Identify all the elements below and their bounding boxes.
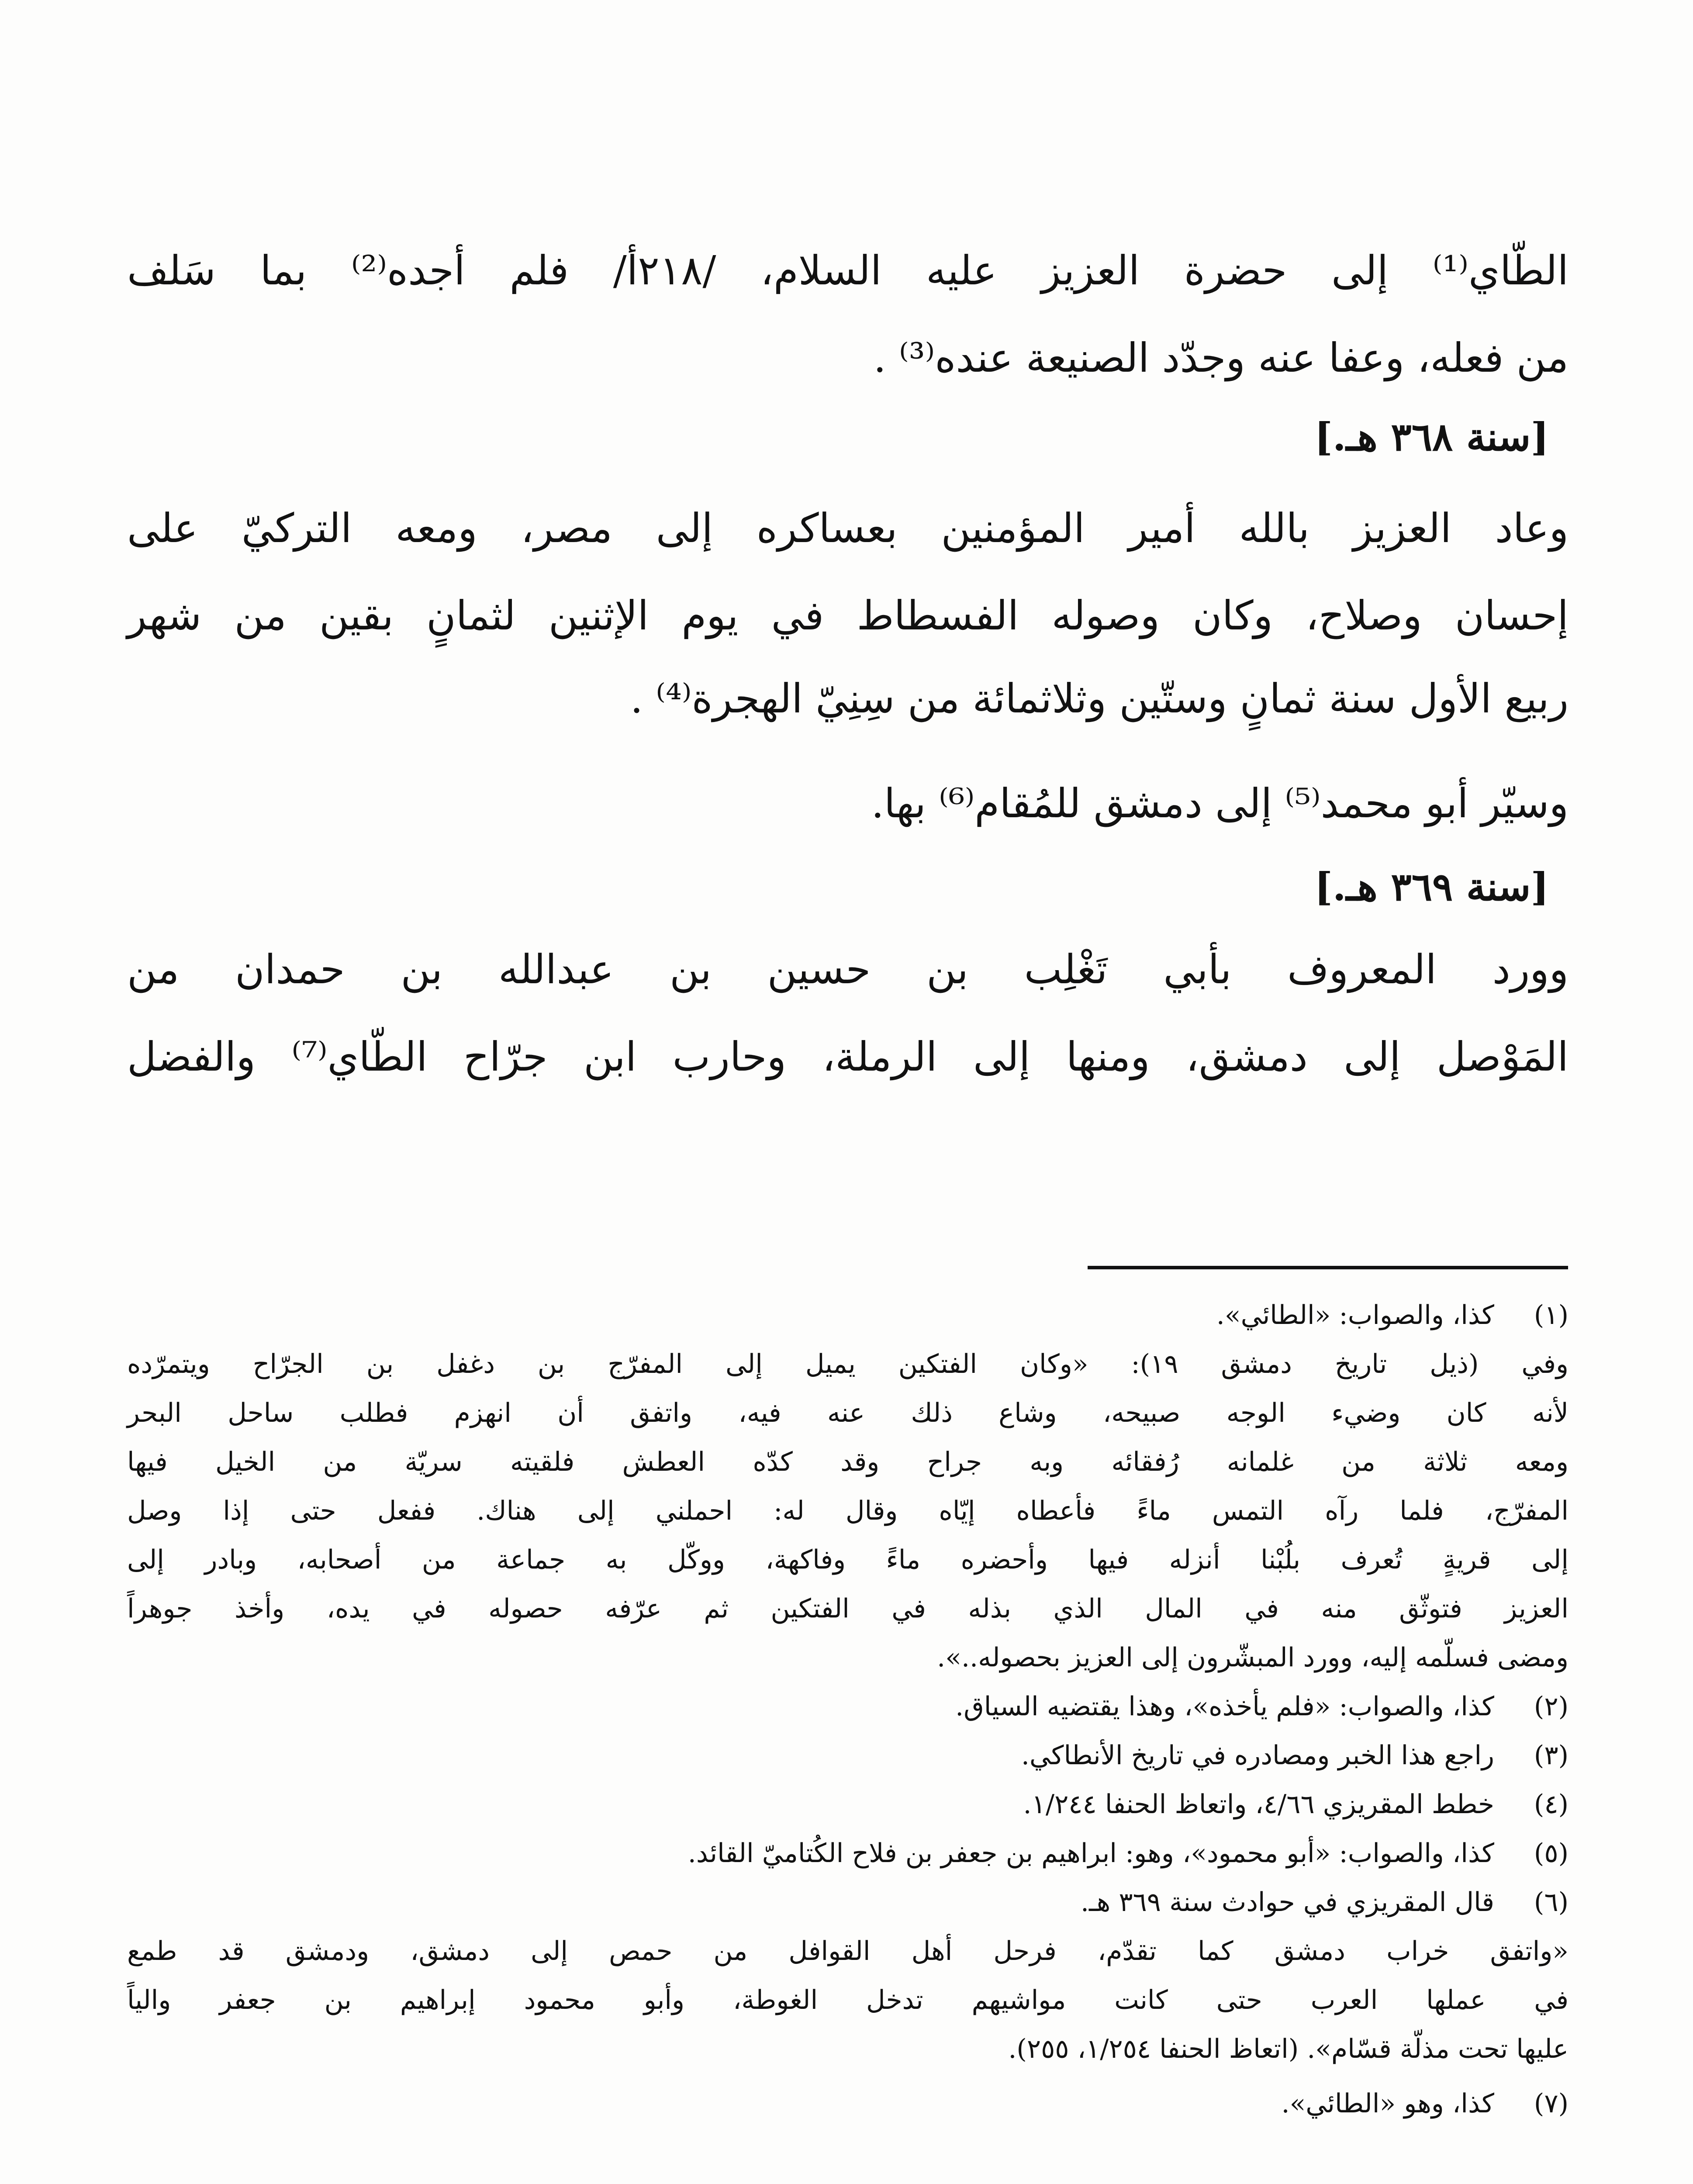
footnote-number: (٦)	[1534, 1887, 1569, 1918]
footnote-text: في عملها العرب حتى كانت مواشيهم تدخل الغوطة، وأبو محمود إبراهيم بن جعفر والياً	[127, 1985, 1569, 2015]
footnote-separator	[1088, 1266, 1568, 1269]
footnote-text: لأنه كان وضيء الوجه صبيحه، وشاع ذلك عنه فيه، واتفق أن انهزم فطلب ساحل البحر	[127, 1398, 1569, 1428]
footnote-text: كذا، والصواب: «أبو محمود»، وهو: ابراهيم بن جعفر بن فلاح الكُتاميّ القائد.	[688, 1838, 1494, 1869]
footnote-text: «واتفق خراب دمشق كما تقدّم، فرحل أهل القوافل من حمص إلى دمشق، ودمشق قد طمع	[127, 1936, 1569, 1966]
footnote-number: (١)	[1534, 1300, 1569, 1330]
main-text-line: وسيّر أبو محمد⁽⁵⁾ إلى دمشق للمُقام⁽⁶⁾ بها.	[871, 780, 1569, 827]
footnote-text: خطط المقريزي ٤/٦٦، واتعاظ الحنفا ١/٢٤٤.	[1023, 1789, 1494, 1820]
footnote-text: كذا، وهو «الطائي».	[1281, 2088, 1494, 2119]
footnote-text: قال المقريزي في حوادث سنة ٣٦٩ هـ.	[1080, 1887, 1494, 1918]
main-text-line: الطّاي⁽¹⁾ إلى حضرة العزيز عليه السلام، /٢١٨أ/ فلم أجده⁽²⁾ بما سَلف	[127, 247, 1569, 294]
footnote-text: المفرّج، فلما رآه التمس ماءً فأعطاه إيّاه وقال له: احملني إلى هناك. ففعل حتى إذا وصل	[127, 1496, 1569, 1526]
footnote-number: (٣)	[1534, 1740, 1569, 1771]
footnote-text: كذا، والصواب: «الطائي».	[1216, 1300, 1494, 1330]
year-heading: [سنة ٣٦٩ هـ.]	[1314, 864, 1549, 909]
footnote-text: راجع هذا الخبر ومصادره في تاريخ الأنطاكي.	[1021, 1740, 1494, 1771]
footnote-text: ومعه ثلاثة من غلمانه رُفقائه وبه جراح وقد كدّه العطش فلقيته سريّة من الخيل فيها	[127, 1447, 1569, 1477]
footnote-text: العزيز فتوثّق منه في المال الذي بذله في الفتكين ثم عرّفه حصوله في يده، وأخذ جوهراً	[127, 1593, 1569, 1624]
main-text-line: من فعله، وعفا عنه وجدّد الصنيعة عنده⁽³⁾ .	[873, 335, 1569, 381]
footnote-number: (٤)	[1534, 1789, 1569, 1820]
main-text-line: إحسان وصلاح، وكان وصوله الفسطاط في يوم الإثنين لثمانٍ بقين من شهر	[127, 592, 1569, 639]
footnote-text: كذا، والصواب: «فلم يأخذه»، وهذا يقتضيه السياق.	[955, 1691, 1494, 1722]
footnote-number: (٥)	[1534, 1838, 1569, 1869]
footnote-text: إلى قريةٍ تُعرف بلُبْنا أنزله فيها وأحضره ماءً وفاكهة، ووكّل به جماعة من أصحابه، وبادر إلى	[127, 1545, 1569, 1575]
footnote-number: (٧)	[1534, 2088, 1569, 2119]
footnote-number: (٢)	[1534, 1691, 1569, 1722]
footnote-text: ومضى فسلّمه إليه، وورد المبشّرون إلى العزيز بحصوله..».	[937, 1642, 1569, 1673]
main-text-line: وورد المعروف بأبي تَغْلِب بن حسين بن عبدالله بن حمدان من	[127, 946, 1569, 993]
footnote-text: عليها تحت مذلّة قسّام». (اتعاظ الحنفا ١/٢٥٤، ٢٥٥).	[1008, 2034, 1569, 2064]
main-text-line: وعاد العزيز بالله أمير المؤمنين بعساكره إلى مصر، ومعه التركيّ على	[127, 505, 1569, 552]
year-heading: [سنة ٣٦٨ هـ.]	[1314, 414, 1549, 460]
footnote-text: وفي (ذيل تاريخ دمشق ١٩): «وكان الفتكين يميل إلى المفرّج بن دغفل بن الجرّاح ويتمرّده	[127, 1349, 1569, 1379]
main-text-line: المَوْصل إلى دمشق، ومنها إلى الرملة، وحارب ابن جرّاح الطّاي⁽⁷⁾ والفضل	[127, 1033, 1569, 1080]
main-text-line: ربيع الأول سنة ثمانٍ وستّين وثلاثمائة من سِنِيّ الهجرة⁽⁴⁾ .	[630, 675, 1569, 722]
